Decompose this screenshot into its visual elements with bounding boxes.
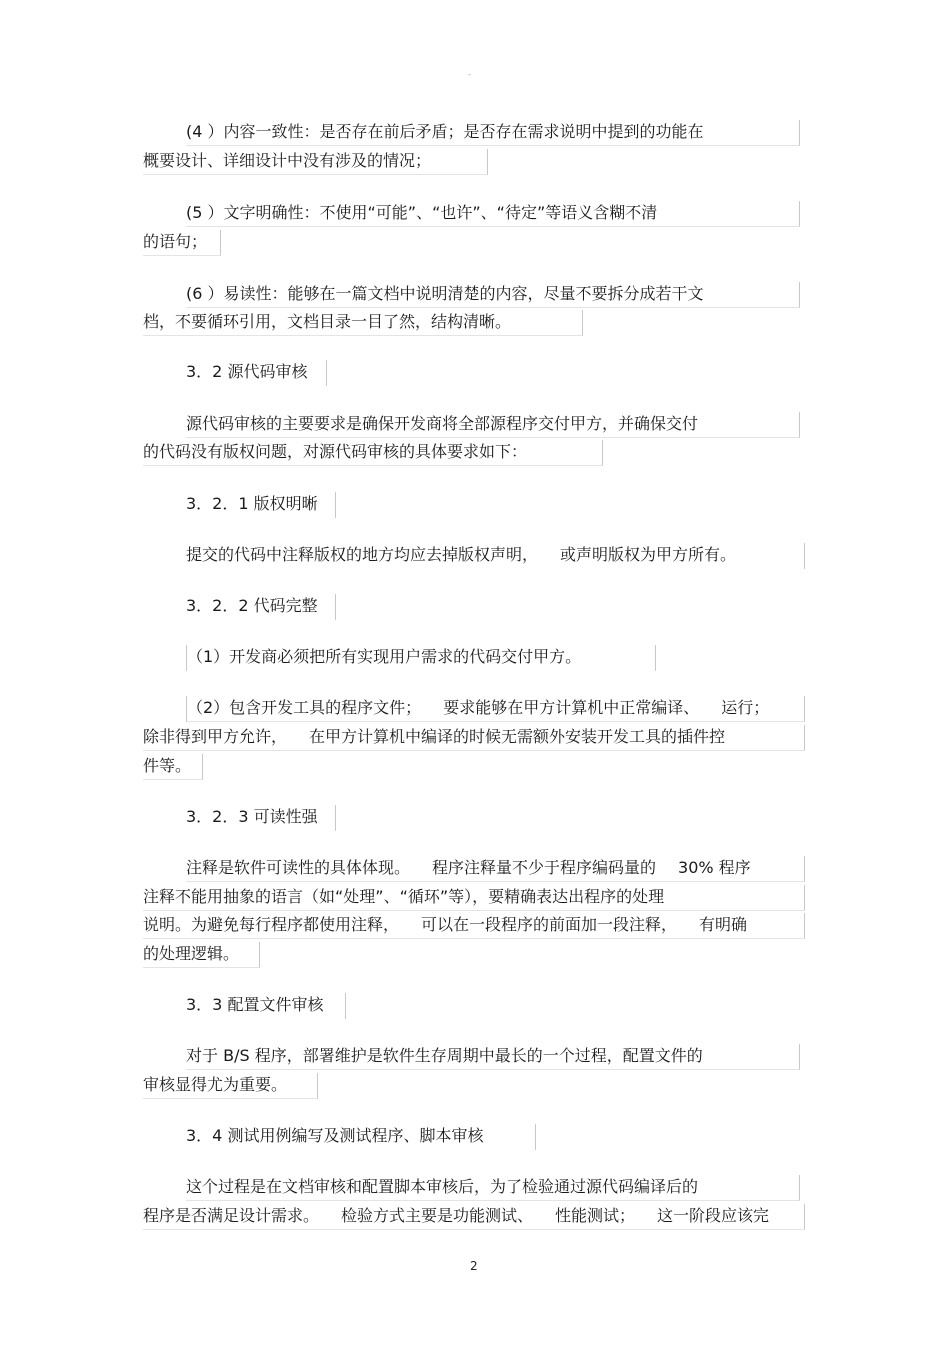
text-segment: 要求能够在甲方计算机中正常编译、 — [443, 698, 700, 717]
paragraph-line — [143, 913, 805, 939]
text-segment: 除非得到甲方允许， — [143, 727, 288, 746]
paragraph-line — [186, 856, 805, 882]
paragraph-line: 档，不要循环引用，文档目录一目了然，结构清晰。 — [143, 310, 583, 336]
text-segment: 30% 程序 — [678, 858, 751, 877]
text-segment: 检验方式主要是功能测试、 — [341, 1206, 534, 1225]
paragraph-line: 这个过程是在文档审核和配置脚本审核后，为了检验通过源代码编译后的 — [186, 1175, 800, 1201]
paragraph-line: 的代码没有版权问题，对源代码审核的具体要求如下： — [143, 440, 603, 466]
paragraph-line: 的处理逻辑。 — [143, 942, 260, 968]
paragraph-line — [186, 696, 805, 722]
text-segment: 程序注释量不少于程序编码量的 — [432, 858, 657, 877]
section-heading: 3．3 配置文件审核 — [186, 993, 346, 1019]
paragraph-line — [186, 543, 805, 569]
paragraph-line — [143, 725, 805, 751]
text-segment: 运行； — [721, 698, 770, 717]
paragraph-line: （1）开发商必须把所有实现用户需求的代码交付甲方。 — [186, 645, 656, 671]
paragraph-line: 注释不能用抽象的语言（如“处理”、“循环”等），要精确表达出程序的处理 — [143, 885, 805, 911]
paragraph-line: 的语句； — [143, 230, 221, 256]
paragraph-line: 件等。 — [143, 754, 203, 780]
text-segment: 程序是否满足设计需求。 — [143, 1206, 320, 1225]
section-heading: 3．2．3 可读性强 — [186, 805, 336, 831]
section-heading: 3．2 源代码审核 — [186, 360, 327, 386]
section-heading: 3．2．1 版权明晰 — [186, 492, 336, 518]
text-segment: （2）包含开发工具的程序文件； — [187, 698, 422, 717]
paragraph-line: 审核显得尤为重要。 — [143, 1073, 318, 1099]
text-segment: 可以在一段程序的前面加一段注释， — [421, 915, 678, 934]
text-segment: 在甲方计算机中编译的时候无需额外安装开发工具的插件控 — [309, 727, 726, 746]
paragraph-line: 概要设计、详细设计中没有涉及的情况； — [143, 149, 488, 175]
paragraph-line: (6 ）易读性：能够在一篇文档中说明清楚的内容，尽量不要拆分成若干文 — [186, 282, 800, 308]
section-heading: 3．2．2 代码完整 — [186, 594, 336, 620]
text-segment: 有明确 — [699, 915, 748, 934]
paragraph-line: 源代码审核的主要要求是确保开发商将全部源程序交付甲方，并确保交付 — [186, 412, 800, 438]
text-segment: 说明。为避免每行程序都使用注释， — [143, 915, 400, 934]
paragraph-line — [143, 1204, 805, 1230]
section-heading: 3．4 测试用例编写及测试程序、脚本审核 — [186, 1124, 536, 1150]
paragraph-line: 对于 B/S 程序，部署维护是软件生存周期中最长的一个过程，配置文件的 — [186, 1044, 800, 1070]
text-segment: 性能测试； — [555, 1206, 636, 1225]
text-segment: 提交的代码中注释版权的地方均应去掉版权声明， — [186, 545, 539, 564]
paragraph-line: (4 ）内容一致性：是否存在前后矛盾；是否存在需求说明中提到的功能在 — [186, 120, 800, 146]
text-segment: 这一阶段应该完 — [657, 1206, 770, 1225]
text-segment: 或声明版权为甲方所有。 — [560, 545, 737, 564]
header-mark: - — [468, 70, 471, 79]
text-segment: 注释是软件可读性的具体体现。 — [186, 858, 411, 877]
page-number: 2 — [470, 1259, 478, 1273]
paragraph-line: (5 ）文字明确性：不使用“可能”、“也许”、“待定”等语义含糊不清 — [186, 201, 800, 227]
